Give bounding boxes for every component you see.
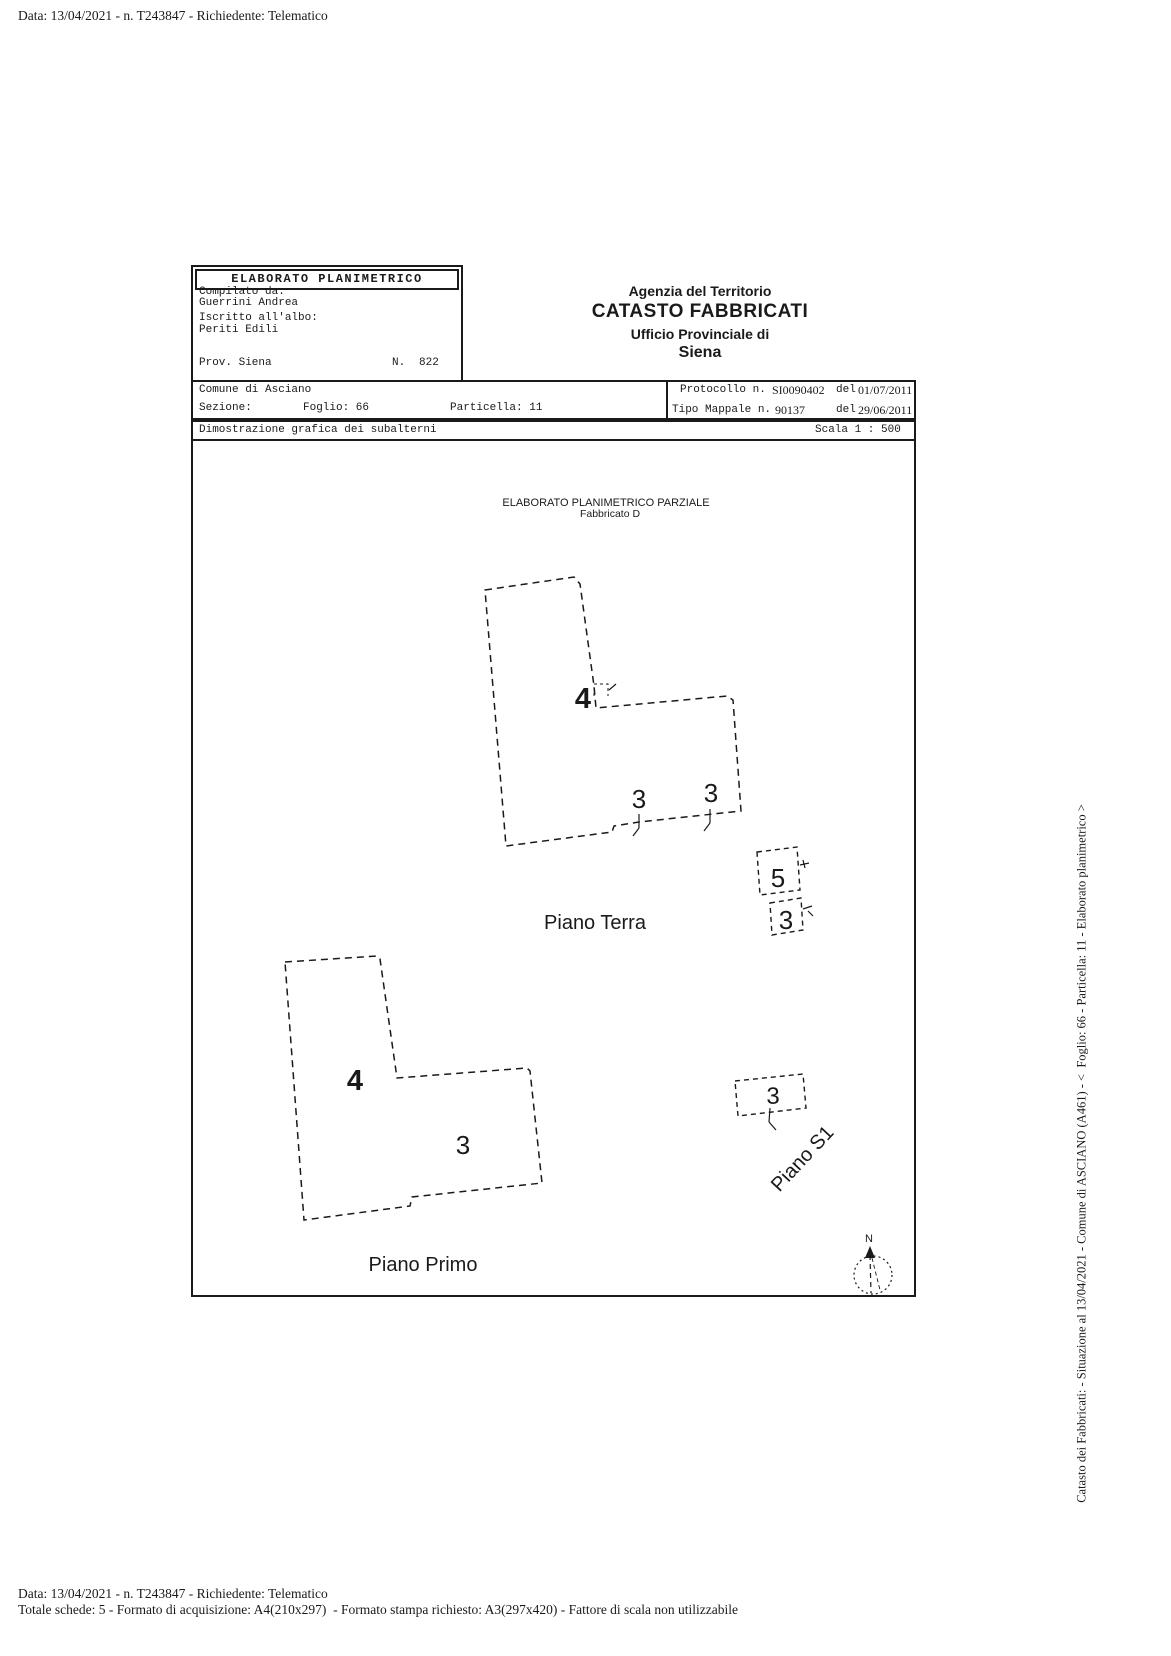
protocollo-label: Protocollo n. <box>680 384 766 396</box>
scala-value: Scala 1 : 500 <box>815 424 901 436</box>
north-arrow-head <box>865 1246 875 1258</box>
subaltern-label-pp-3: 3 <box>455 1130 471 1160</box>
north-arrow-diagonal <box>872 1258 880 1290</box>
piano-terra-notch-tick <box>609 684 616 690</box>
piano-s1-door-tick-diag <box>769 1122 776 1130</box>
agency-name: Agenzia del Territorio <box>628 283 772 299</box>
subaltern-label-pt-4: 4 <box>574 683 591 715</box>
north-label: N <box>865 1233 873 1245</box>
agency-header <box>545 283 855 362</box>
album-label: Iscritto all'albo: <box>199 312 318 324</box>
agency-office-label: Ufficio Provinciale di <box>630 325 770 342</box>
protocollo-del: del <box>836 384 856 396</box>
register-number-value: 822 <box>419 357 439 369</box>
piano-terra-outline <box>485 577 741 846</box>
side-caption-vertical: Catasto dei Fabbricati: - Situazione al 13/04/2021 - Comune di ASCIANO (A461) - < Foglio: 66 - Particella: 11 - Elaborato planimetrico > <box>1074 804 1089 1503</box>
piano-primo-outline <box>285 956 542 1220</box>
subaltern-3-door-tick <box>803 906 812 909</box>
piano-terra-door-tick-left-diag <box>633 828 639 836</box>
subaltern-3-door-tick2 <box>808 911 813 916</box>
floor-label-piano-primo: Piano Primo <box>368 1254 478 1276</box>
mappale-date: 29/06/2011 <box>858 403 913 417</box>
compiled-by-label: Compilato da: <box>199 286 285 298</box>
piano-terra-door-notch <box>594 684 608 696</box>
subaltern-label-3-box: 3 <box>778 905 794 935</box>
subaltern-label-s1-3: 3 <box>766 1083 780 1110</box>
particella-value: Particella: 11 <box>450 402 543 414</box>
plan-drawing <box>193 441 914 1295</box>
protocollo-date: 01/07/2011 <box>858 383 913 397</box>
floor-label-piano-s1: Piano S1 <box>766 1121 839 1197</box>
footer-request-line: Data: 13/04/2021 - n. T243847 - Richiedente: Telematico <box>18 1586 328 1601</box>
footer-format-line: Totale schede: 5 - Formato di acquisizione: A4(210x297) - Formato stampa richiesto: A3(297x420) - Fattore di scala non utilizzabile <box>18 1602 739 1617</box>
mappale-del: del <box>836 404 856 416</box>
comune-value: Comune di Asciano <box>199 384 312 396</box>
subaltern-label-pt-3-right: 3 <box>703 778 719 808</box>
agency-office-city: Siena <box>678 344 722 362</box>
north-arrow <box>854 1233 892 1294</box>
subaltern-label-pt-3-left: 3 <box>631 784 647 814</box>
subaltern-label-5: 5 <box>770 863 786 893</box>
drawing-subtitle: Fabbricato D <box>579 508 641 520</box>
drawing-title: ELABORATO PLANIMETRICO PARZIALE <box>502 497 710 509</box>
request-header-line: Data: 13/04/2021 - n. T243847 - Richiedente: Telematico <box>18 8 328 23</box>
piano-s1-door-tick <box>769 1108 770 1122</box>
sezione-label: Sezione: <box>199 402 252 414</box>
mappale-value: 90137 <box>775 403 805 417</box>
register-number-label: N. <box>392 357 406 369</box>
protocollo-value: SI0090402 <box>772 383 825 397</box>
agency-register-title: CATASTO FABBRICATI <box>591 301 809 323</box>
drawing-area <box>191 439 916 1297</box>
piano-terra-door-tick-right-diag <box>704 823 710 831</box>
compiled-by-name: Guerrini Andrea <box>199 297 299 309</box>
floor-label-piano-terra: Piano Terra <box>544 912 646 934</box>
album-value: Periti Edili <box>199 324 279 336</box>
dimostrazione-label: Dimostrazione grafica dei subalterni <box>199 424 437 436</box>
foglio-value: Foglio: 66 <box>303 402 370 414</box>
subaltern-label-pp-4: 4 <box>346 1065 364 1097</box>
compiler-box-title: ELABORATO PLANIMETRICO <box>195 269 459 290</box>
north-arrow-shaft <box>870 1255 871 1293</box>
info-table-divider <box>666 382 668 418</box>
mappale-label: Tipo Mappale n. <box>672 404 772 416</box>
province-label: Prov. Siena <box>199 357 272 369</box>
